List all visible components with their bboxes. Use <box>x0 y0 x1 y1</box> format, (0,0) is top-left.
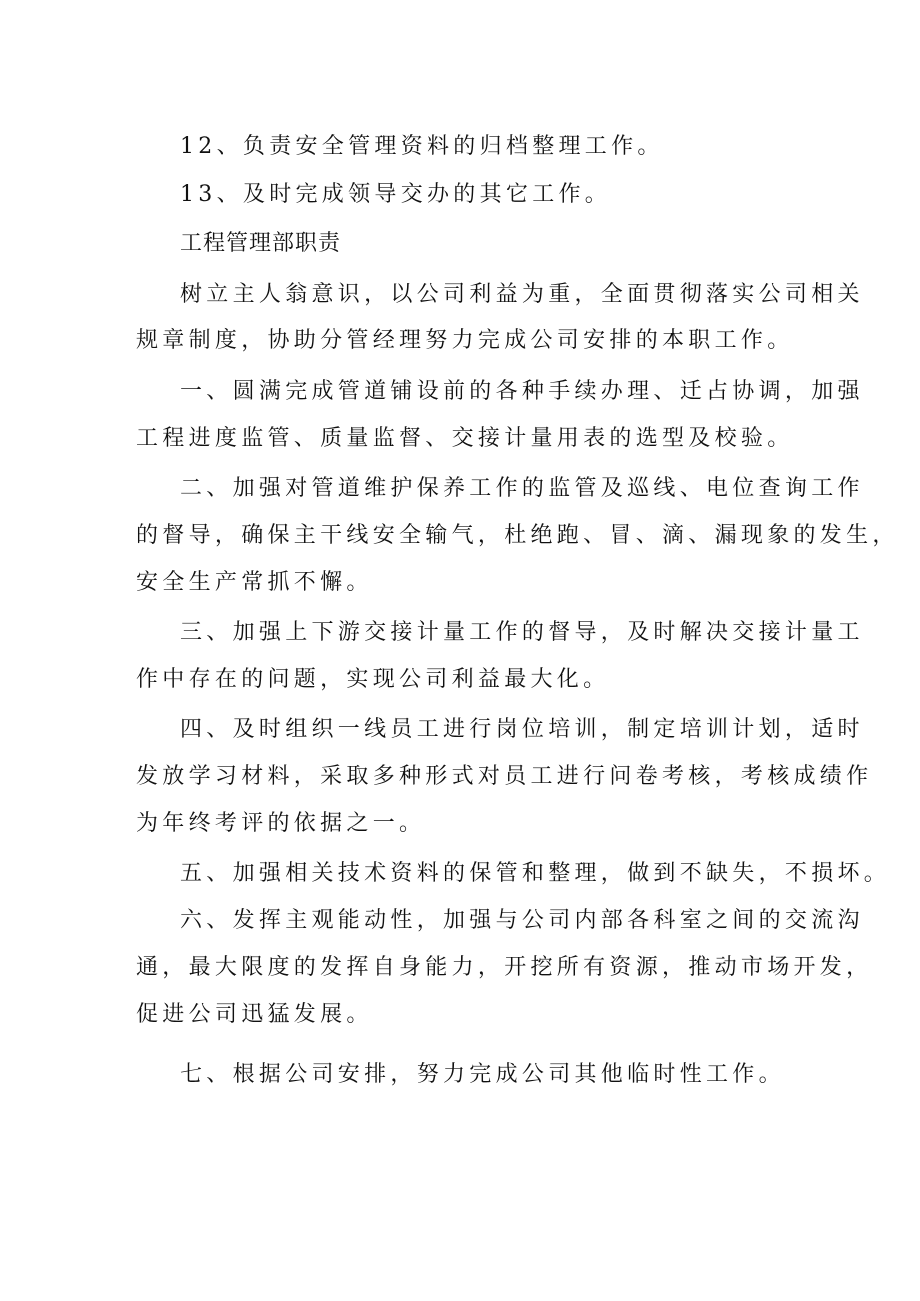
item-4-line-3: 为年终考评的依据之一。 <box>136 811 426 836</box>
list-item-13: 13、及时完成领导交办的其它工作。 <box>180 182 612 207</box>
item-3-line-1: 三、加强上下游交接计量工作的督导，及时解决交接计量工 <box>180 620 864 645</box>
item-6-line-3: 促进公司迅猛发展。 <box>136 1002 373 1027</box>
item-4-line-2: 发放学习材料，采取多种形式对员工进行问卷考核，考核成绩作 <box>136 764 873 789</box>
item-3-line-2: 作中存在的问题，实现公司利益最大化。 <box>136 667 610 692</box>
item-6-line-2: 通，最大限度的发挥自身能力，开挖所有资源，推动市场开发， <box>136 955 873 980</box>
item-2-line-3: 安全生产常抓不懈。 <box>136 570 373 595</box>
item-1-line-2: 工程进度监管、质量监督、交接计量用表的选型及校验。 <box>136 426 794 451</box>
item-6-line-1: 六、发挥主观能动性，加强与公司内部各科室之间的交流沟 <box>180 908 864 933</box>
section-title: 工程管理部职责 <box>180 231 342 256</box>
intro-line-2: 规章制度，协助分管经理努力完成公司安排的本职工作。 <box>136 328 794 353</box>
item-7-line-1: 七、根据公司安排，努力完成公司其他临时性工作。 <box>180 1062 785 1087</box>
list-item-12: 12、负责安全管理资料的归档整理工作。 <box>180 134 664 159</box>
item-4-line-1: 四、及时组织一线员工进行岗位培训，制定培训计划，适时 <box>180 717 864 742</box>
item-5-line-1: 五、加强相关技术资料的保管和整理，做到不缺失，不损坏。 <box>180 861 891 886</box>
item-2-line-2: 的督导，确保主干线安全输气，杜绝跑、冒、滴、漏现象的发生， <box>136 523 899 548</box>
intro-line-1: 树立主人翁意识，以公司利益为重，全面贯彻落实公司相关 <box>180 282 864 307</box>
item-2-line-1: 二、加强对管道维护保养工作的监管及巡线、电位查询工作 <box>180 476 864 501</box>
item-1-line-1: 一、圆满完成管道铺设前的各种手续办理、迁占协调，加强 <box>180 379 864 404</box>
